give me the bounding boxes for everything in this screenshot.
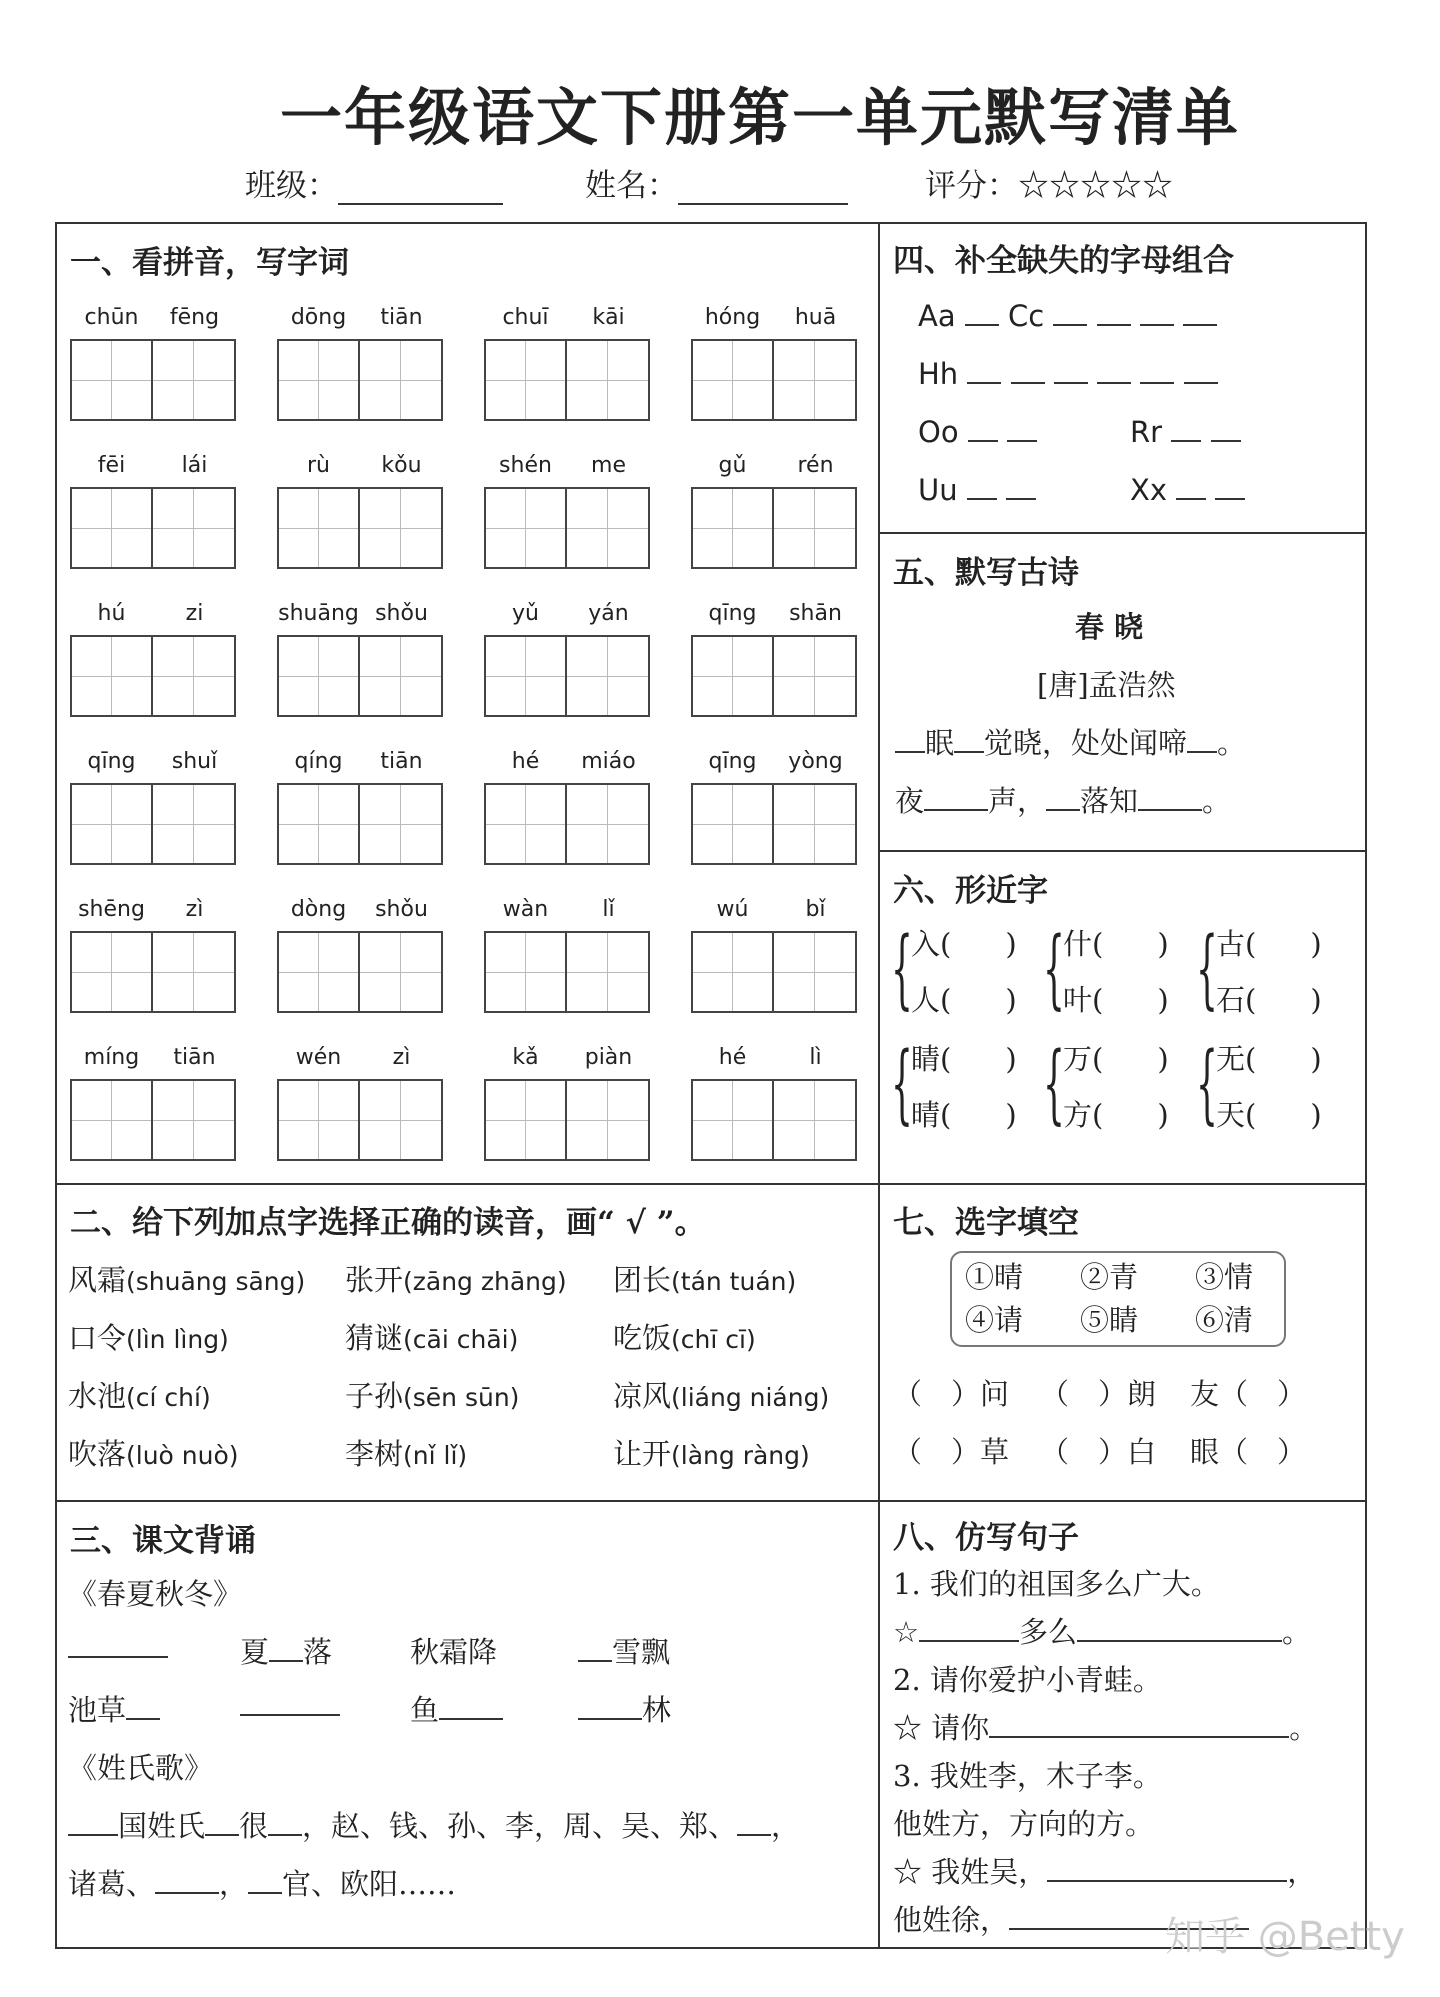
paren-open: ( [940,1098,952,1132]
reading-item[interactable] [613,1258,796,1299]
pinyin-syllable: me [591,453,626,478]
writing-box[interactable] [277,339,360,421]
section-4-title: 四、补全缺失的字母组合 [893,243,1234,279]
sentence: 3. 我姓李，木子李。 [893,1759,1162,1793]
paren-close: ) [1157,1098,1169,1132]
writing-box[interactable] [567,635,650,717]
pinyin-choices: (sēn sūn) [403,1383,520,1412]
pinyin-syllable: dōng [290,305,347,330]
fill-blank[interactable]: 眼（ ） [1190,1435,1307,1469]
blank[interactable] [967,356,1001,384]
pinyin-syllable: tiān [380,305,423,330]
similar-char-item [1063,1037,1169,1078]
blank[interactable] [248,1866,282,1894]
writing-box[interactable] [360,783,443,865]
sentence: ☆ 请你 。 [893,1711,1319,1745]
writing-box[interactable] [153,635,236,717]
pinyin-syllable: yán [588,601,629,626]
writing-box[interactable] [774,339,857,421]
writing-box[interactable] [70,339,153,421]
word: 吹落 [68,1437,127,1471]
pinyin-syllable: hóng [704,305,761,330]
blank[interactable] [1187,725,1217,753]
poem-author: [唐]孟浩然 [1037,668,1176,702]
letter-row: Xx [1130,472,1245,507]
reading-item[interactable] [613,1316,756,1357]
writing-box[interactable] [774,635,857,717]
writing-box[interactable] [484,931,567,1013]
pinyin-syllable: shān [789,601,842,626]
option-char: ④请 [965,1303,1024,1337]
pinyin-syllable: wú [716,897,749,922]
blank[interactable] [1184,356,1218,384]
brace: { [1043,1034,1065,1134]
writing-box[interactable] [70,635,153,717]
blank[interactable] [68,1630,168,1658]
blank[interactable] [1140,356,1174,384]
divider [55,1500,879,1502]
recite-line: 池草 [68,1688,160,1729]
option-char: ⑥清 [1195,1303,1254,1337]
paren-close: ) [1005,927,1017,961]
section-8-title: 八、仿写句子 [893,1520,1079,1556]
pinyin-choices: (luò nuò) [126,1441,239,1470]
pinyin-syllable: qíng [294,749,343,774]
poem-name: 春 晓 [1075,610,1144,644]
writing-box[interactable] [153,783,236,865]
blank[interactable] [1097,356,1131,384]
writing-box[interactable] [567,339,650,421]
writing-box[interactable] [153,487,236,569]
pinyin-syllable: fēng [169,305,220,330]
paren-open: ( [1245,983,1257,1017]
paren-close: ) [1157,1042,1169,1076]
pinyin-syllable: tiān [173,1045,216,1070]
writing-box[interactable] [774,487,857,569]
blank[interactable] [126,1692,160,1720]
blank[interactable] [1183,298,1217,326]
pinyin-choices: (cí chí) [126,1383,211,1412]
char: 无 [1216,1042,1246,1076]
letter-row: Rr [1130,414,1241,449]
brace: { [891,1034,913,1134]
writing-box[interactable] [567,1079,650,1161]
letter-row: Hh [918,356,1218,391]
paren-open: ( [1092,1042,1104,1076]
pinyin-syllable: shuāng [278,601,359,626]
paren-open: ( [1092,927,1104,961]
similar-char-item [911,922,1017,963]
reading-item[interactable] [613,1374,829,1415]
blank[interactable] [1011,356,1045,384]
option-char: ③情 [1195,1260,1254,1294]
writing-box[interactable] [277,931,360,1013]
section-1-title: 一、看拼音，写字词 [70,245,349,281]
section-6-title: 六、形近字 [893,873,1048,909]
brace: { [1196,919,1218,1019]
char: 入 [911,927,941,961]
pinyin-syllable: hé [718,1045,747,1070]
divider [878,850,1367,852]
writing-box[interactable] [277,635,360,717]
pinyin-syllable: bǐ [805,897,826,922]
writing-box[interactable] [153,339,236,421]
writing-box[interactable] [691,783,774,865]
name-blank[interactable] [678,175,848,205]
blank[interactable] [268,1808,302,1836]
writing-box[interactable] [774,931,857,1013]
blank[interactable] [968,414,998,442]
pinyin-syllable: shǒu [375,601,428,626]
section-5-title: 五、默写古诗 [893,555,1079,591]
blank[interactable] [240,1688,340,1716]
word: 凉风 [613,1379,672,1413]
divider [878,532,1367,534]
section-2-title: 二、给下列加点字选择正确的读音，画“ √ ”。 [70,1205,706,1241]
writing-box[interactable] [691,487,774,569]
pinyin-syllable: qīng [87,749,136,774]
paren-open: ( [1245,927,1257,961]
blank[interactable] [1046,783,1080,811]
similar-char-item [1216,1037,1322,1078]
similar-char-item [1063,922,1169,963]
writing-box[interactable] [774,783,857,865]
section-7-title: 七、选字填空 [893,1205,1079,1241]
writing-box[interactable] [691,1079,774,1161]
similar-char-item [1216,978,1322,1019]
char: 古 [1216,927,1246,961]
pinyin-syllable: miáo [581,749,636,774]
similar-char-item [1063,1093,1169,1134]
pinyin-syllable: rù [307,453,330,478]
pinyin-syllable: hú [97,601,126,626]
reading-item[interactable] [345,1432,467,1473]
similar-char-item [911,978,1017,1019]
writing-box[interactable] [153,1079,236,1161]
recite-line: 诸葛、 ， 官、欧阳…… [68,1867,457,1901]
pinyin-syllable: lì [809,1045,822,1070]
pinyin-syllable: kǒu [381,453,422,478]
name-field: 姓名： [585,160,848,205]
pinyin-syllable: piàn [584,1045,633,1070]
writing-box[interactable] [360,931,443,1013]
pinyin-syllable: wén [295,1045,342,1070]
word: 水池 [68,1379,127,1413]
word: 子孙 [345,1379,404,1413]
similar-char-item [911,1093,1017,1134]
poem-line: 眠 觉晓，处处闻啼 。 [895,721,1246,762]
similar-char-item [1216,1093,1322,1134]
reading-item[interactable] [345,1316,518,1357]
writing-box[interactable] [277,487,360,569]
brace: { [1043,919,1065,1019]
blank[interactable] [68,1808,118,1836]
pinyin-choices: (liáng niáng) [671,1383,830,1412]
blank[interactable] [1215,472,1245,500]
similar-char-item [1216,922,1322,963]
pinyin-syllable: shén [499,453,552,478]
reading-item[interactable] [613,1432,810,1473]
paren-open: ( [1092,1098,1104,1132]
writing-box[interactable] [277,783,360,865]
similar-char-item [911,1037,1017,1078]
blank[interactable] [155,1866,219,1894]
reading-item[interactable] [68,1374,211,1415]
sentence: ☆ 多么 。 [893,1615,1312,1649]
blank[interactable] [967,472,997,500]
pinyin-syllable: lái [181,453,208,478]
pinyin-syllable: zi [185,601,204,626]
divider [878,1500,1367,1502]
column-divider [878,222,880,1949]
pinyin-syllable: chuī [502,305,549,330]
pinyin-syllable: rén [797,453,834,478]
pinyin-choices: (nǐ lǐ) [403,1441,468,1470]
brace: { [1196,1034,1218,1134]
reading-item[interactable] [68,1258,305,1299]
paren-close: ) [1005,983,1017,1017]
char: 人 [911,983,941,1017]
pinyin-syllable: dòng [290,897,347,922]
pinyin-syllable: wàn [502,897,549,922]
pinyin-syllable: lǐ [602,897,615,922]
divider [55,1183,879,1185]
fill-blank[interactable]: （ ）问 [893,1377,1010,1411]
poem-line: 夜 声， 落知 。 [895,784,1232,818]
writing-box[interactable] [70,931,153,1013]
recite-line: 夏 落 [240,1635,333,1669]
blank[interactable] [578,1634,612,1662]
blank[interactable] [1138,783,1202,811]
recite-line: 秋霜降 [410,1635,498,1669]
pinyin-choices: (cāi chāi) [403,1325,519,1354]
writing-box[interactable] [360,1079,443,1161]
pinyin-syllable: zì [185,897,204,922]
word: 猜谜 [345,1321,404,1355]
sentence: 他姓徐， [893,1898,1249,1939]
option-char: ②青 [1080,1260,1139,1294]
option-char: ①晴 [965,1260,1024,1294]
sentence: 2. 请你爱护小青蛙。 [893,1663,1162,1697]
pinyin-syllable: kǎ [512,1045,539,1070]
score-field: 评分：☆☆☆☆☆ [925,168,1173,204]
char: 石 [1216,983,1246,1017]
pinyin-syllable: yòng [788,749,843,774]
pinyin-syllable: fēi [97,453,126,478]
writing-box[interactable] [360,487,443,569]
paren-close: ) [1310,1098,1322,1132]
pinyin-syllable: shǒu [375,897,428,922]
writing-box[interactable] [691,931,774,1013]
writing-box[interactable] [484,635,567,717]
char: 方 [1063,1098,1093,1132]
paren-close: ) [1005,1042,1017,1076]
pinyin-syllable: shēng [78,897,145,922]
char: 睛 [911,1042,941,1076]
blank[interactable] [578,1692,642,1720]
writing-box[interactable] [70,783,153,865]
recite-line: 国姓氏 很 ，赵、钱、孙、李，周、吴、郑、 ， [68,1804,800,1845]
letter-row: Oo [918,414,1037,449]
option-char: ⑤睛 [1080,1303,1139,1337]
recite-line: 林 [578,1688,671,1729]
pinyin-syllable: míng [83,1045,140,1070]
writing-box[interactable] [774,1079,857,1161]
fill-blank[interactable]: （ ）朗 [1040,1377,1157,1411]
section-3-title: 三、课文背诵 [70,1523,256,1559]
fill-blank[interactable]: （ ）草 [893,1435,1010,1469]
reading-item[interactable] [68,1432,239,1473]
sentence: 他姓方，方向的方。 [893,1807,1155,1841]
word: 口令 [68,1321,127,1355]
pinyin-choices: (làng ràng) [671,1441,810,1470]
writing-box[interactable] [691,339,774,421]
reading-item[interactable] [68,1316,229,1357]
pinyin-syllable: hé [511,749,540,774]
paren-open: ( [940,983,952,1017]
writing-box[interactable] [277,1079,360,1161]
word: 风霜 [68,1263,127,1297]
writing-box[interactable] [567,931,650,1013]
paren-open: ( [1245,1098,1257,1132]
blank[interactable] [1211,414,1241,442]
blank[interactable] [1176,472,1206,500]
writing-box[interactable] [70,487,153,569]
paren-open: ( [940,1042,952,1076]
recite-line: 雪飘 [578,1630,670,1671]
blank[interactable] [895,725,925,753]
paren-close: ) [1157,927,1169,961]
writing-box[interactable] [360,339,443,421]
paren-open: ( [1245,1042,1257,1076]
recite-line: 鱼 [410,1688,503,1729]
blank[interactable] [439,1692,503,1720]
pinyin-choices: (shuāng sāng) [126,1267,306,1296]
word: 李树 [345,1437,404,1471]
paren-close: ) [1310,983,1322,1017]
poem-title: 《春夏秋冬》 [68,1577,243,1611]
poem-title: 《姓氏歌》 [68,1751,214,1785]
writing-box[interactable] [70,1079,153,1161]
char: 什 [1063,927,1093,961]
recite-line [68,1630,168,1665]
char: 万 [1063,1042,1093,1076]
pinyin-choices: (chī cī) [671,1325,756,1354]
blank[interactable] [737,1808,771,1836]
blank[interactable] [1140,298,1174,326]
pinyin-syllable: shuǐ [171,749,218,774]
sentence: ☆ 我姓吴， ， [893,1855,1317,1889]
char: 天 [1216,1098,1246,1132]
reading-item[interactable] [345,1374,519,1415]
writing-box[interactable] [691,635,774,717]
pinyin-syllable: qīng [708,749,757,774]
blank[interactable] [1054,356,1088,384]
blank[interactable] [924,783,988,811]
blank[interactable] [1171,414,1201,442]
pinyin-syllable: chūn [84,305,139,330]
similar-char-item [1063,978,1169,1019]
pinyin-syllable: kāi [592,305,625,330]
recite-line [240,1688,340,1723]
sentence: 1. 我们的祖国多么广大。 [893,1567,1220,1601]
pinyin-choices: (lìn lìng) [126,1325,229,1354]
paren-close: ) [1310,1042,1322,1076]
pinyin-choices: (zāng zhāng) [403,1267,567,1296]
writing-box[interactable] [567,783,650,865]
pinyin-syllable: yǔ [512,601,539,626]
class-field: 班级： [245,160,503,205]
blank[interactable] [1047,1854,1287,1882]
blank[interactable] [989,1710,1289,1738]
fill-blank[interactable]: （ ）白 [1040,1435,1157,1469]
pinyin-syllable: huā [794,305,837,330]
word: 让开 [613,1437,672,1471]
writing-box[interactable] [484,487,567,569]
writing-box[interactable] [360,635,443,717]
writing-box[interactable] [567,487,650,569]
pinyin-syllable: tiān [380,749,423,774]
divider [878,1183,1367,1185]
paren-close: ) [1005,1098,1017,1132]
writing-box[interactable] [153,931,236,1013]
brace: { [891,919,913,1019]
page-title: 一年级语文下册第一单元默写清单 [279,81,1240,154]
pinyin-syllable: qīng [708,601,757,626]
writing-box[interactable] [484,1079,567,1161]
reading-item[interactable] [345,1258,567,1299]
letter-row: Aa Cc [918,298,1217,333]
fill-blank[interactable]: 友（ ） [1190,1377,1307,1411]
writing-box[interactable] [484,339,567,421]
pinyin-syllable: gǔ [718,453,747,478]
paren-open: ( [940,927,952,961]
paren-open: ( [1092,983,1104,1017]
blank[interactable] [1007,414,1037,442]
pinyin-syllable: zì [392,1045,411,1070]
blank[interactable] [205,1808,239,1836]
class-blank[interactable] [338,175,503,205]
word: 吃饭 [613,1321,672,1355]
blank[interactable] [1053,298,1087,326]
blank[interactable] [954,725,984,753]
blank[interactable] [1097,298,1131,326]
blank[interactable] [965,298,999,326]
char: 晴 [911,1098,941,1132]
paren-close: ) [1310,927,1322,961]
word: 张开 [345,1263,404,1297]
blank[interactable] [919,1614,1019,1642]
char: 叶 [1063,983,1093,1017]
blank[interactable] [1077,1614,1282,1642]
pinyin-choices: (tán tuán) [671,1267,797,1296]
letter-row: Uu [918,472,1036,507]
blank[interactable] [269,1634,303,1662]
paren-close: ) [1157,983,1169,1017]
blank[interactable] [1006,472,1036,500]
word: 团长 [613,1263,672,1297]
writing-box[interactable] [484,783,567,865]
watermark: 知乎 @Betty [1165,1914,1405,1960]
